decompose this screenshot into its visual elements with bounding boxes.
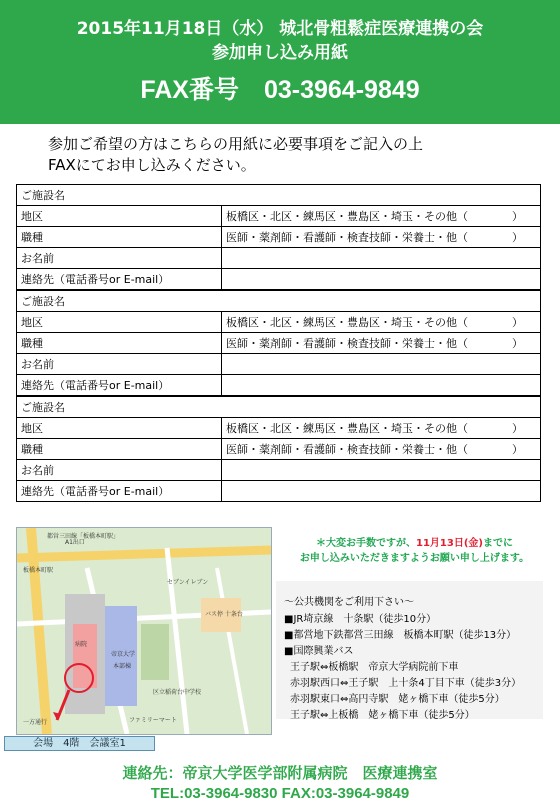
job-options[interactable]: 医師・薬剤師・看護師・検査技師・栄養士・他（ ） xyxy=(222,227,541,248)
name-field[interactable] xyxy=(222,354,541,375)
map-label: 本部棟 xyxy=(113,663,132,670)
form-row xyxy=(17,375,541,397)
transit-title: ～公共機関をご利用下さい～ xyxy=(284,597,414,608)
transit-jr: ■JR埼京線 十条駅（徒歩10分） xyxy=(284,614,437,625)
map-label: A1出口 xyxy=(65,539,85,546)
bus-route: 王子駅⇔板橋駅 帝京大学病院前下車 xyxy=(290,662,459,673)
notice-text-b: までに xyxy=(482,538,513,549)
facility-label: ご施設名 xyxy=(17,396,541,418)
contact-field[interactable] xyxy=(222,481,541,502)
form-row xyxy=(17,185,541,206)
deadline-notice xyxy=(282,536,547,566)
form-row xyxy=(17,396,541,418)
area-label: 地区 xyxy=(17,418,222,439)
notice-text-a: ＊大変お手数ですが、 xyxy=(316,538,416,549)
area-options[interactable]: 板橋区・北区・練馬区・豊島区・埼玉・その他（ ） xyxy=(222,418,541,439)
form-row xyxy=(17,333,541,354)
map-label: 板橋本町駅 xyxy=(23,567,54,574)
form-row xyxy=(17,460,541,481)
job-label: 職種 xyxy=(17,333,222,354)
intro-line-1: 参加ご希望の方はこちらの用紙に必要事項をご記入の上 xyxy=(48,135,424,153)
intro-line-2: FAXにてお申し込みください。 xyxy=(48,156,256,174)
deadline-date: 11月13日(金) xyxy=(416,538,483,549)
contact-label: 連絡先（電話番号or E-mail） xyxy=(17,481,222,502)
map-label: セブンイレブン xyxy=(167,579,209,586)
registration-form-table xyxy=(16,184,541,502)
name-label: お名前 xyxy=(17,248,222,269)
contact-field[interactable] xyxy=(222,269,541,291)
map-label: 都営三田線「板橋本町駅」 xyxy=(47,533,120,540)
name-field[interactable] xyxy=(222,248,541,269)
form-row xyxy=(17,206,541,227)
form-row xyxy=(17,227,541,248)
facility-label: ご施設名 xyxy=(17,290,541,312)
form-row xyxy=(17,248,541,269)
form-row xyxy=(17,269,541,291)
map-drawing xyxy=(17,528,271,734)
map-label: 一方通行 xyxy=(23,719,48,726)
transit-bus: ■国際興業バス xyxy=(284,646,354,657)
name-label: お名前 xyxy=(17,460,222,481)
event-title: 2015年11月18日（水） 城北骨粗鬆症医療連携の会 xyxy=(76,19,484,39)
form-row xyxy=(17,439,541,460)
area-options[interactable]: 板橋区・北区・練馬区・豊島区・埼玉・その他（ ） xyxy=(222,206,541,227)
access-map xyxy=(16,527,272,735)
notice-line-2: お申し込みいただきますようお願い申し上げます。 xyxy=(299,553,530,564)
notice-line-1 xyxy=(282,536,547,551)
form-row xyxy=(17,354,541,375)
name-label: お名前 xyxy=(17,354,222,375)
form-row xyxy=(17,290,541,312)
job-options[interactable]: 医師・薬剤師・看護師・検査技師・栄養士・他（ ） xyxy=(222,333,541,354)
contact-office: 連絡先：帝京大学医学部附属病院 医療連携室 xyxy=(122,764,438,782)
bus-route: 赤羽駅西口⇔王子駅 上十条4丁目下車（徒歩3分） xyxy=(290,678,522,689)
transit-subway: ■都営地下鉄都営三田線 板橋本町駅（徒歩13分） xyxy=(284,630,517,641)
map-label: 区立稲荷台中学校 xyxy=(153,689,202,696)
map-label: 帝京大学 xyxy=(111,651,136,658)
venue-label: 会場 4階 会議室1 xyxy=(4,736,155,751)
job-label: 職種 xyxy=(17,227,222,248)
map-label: 病院 xyxy=(75,641,88,648)
name-field[interactable] xyxy=(222,460,541,481)
fax-number: FAX番号 03-3964-9849 xyxy=(140,76,420,104)
area-options[interactable]: 板橋区・北区・練馬区・豊島区・埼玉・その他（ ） xyxy=(222,312,541,333)
form-row xyxy=(17,418,541,439)
contact-label: 連絡先（電話番号or E-mail） xyxy=(17,269,222,291)
intro-text xyxy=(48,134,423,176)
map-label: バス停 十条台 xyxy=(205,611,243,618)
job-options[interactable]: 医師・薬剤師・看護師・検査技師・栄養士・他（ ） xyxy=(222,439,541,460)
bus-route: 赤羽駅東口⇔高円寺駅 姥ヶ橋下車（徒歩5分） xyxy=(290,694,505,705)
facility-label: ご施設名 xyxy=(17,185,541,206)
header-banner xyxy=(0,0,560,124)
form-row xyxy=(17,481,541,502)
contact-label: 連絡先（電話番号or E-mail） xyxy=(17,375,222,397)
area-label: 地区 xyxy=(17,312,222,333)
map-label: ファミリーマート xyxy=(129,717,177,724)
transit-info-box xyxy=(276,581,543,719)
contact-field[interactable] xyxy=(222,375,541,397)
form-title: 参加申し込み用紙 xyxy=(212,43,348,63)
contact-phone-fax: TEL:03-3964-9830 FAX:03-3964-9849 xyxy=(150,785,410,802)
job-label: 職種 xyxy=(17,439,222,460)
bus-route: 王子駅⇔上板橋 姥ヶ橋下車（徒歩5分） xyxy=(290,710,475,721)
area-label: 地区 xyxy=(17,206,222,227)
form-row xyxy=(17,312,541,333)
